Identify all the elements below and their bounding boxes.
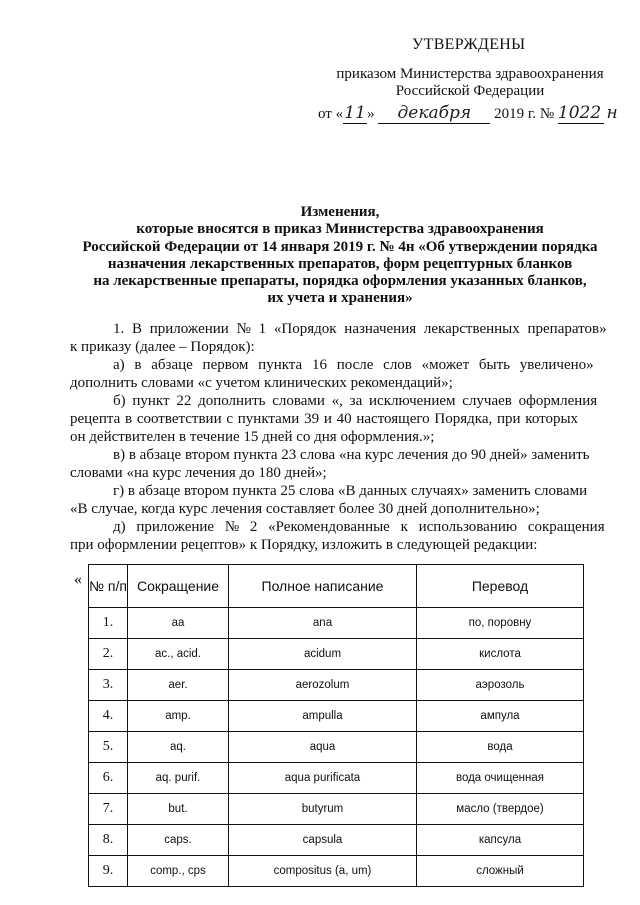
- table-row: [89, 825, 584, 856]
- row-abbreviation: aq.: [128, 732, 229, 763]
- date-prefix: от «: [318, 106, 344, 122]
- handwritten-day: 11: [344, 103, 366, 123]
- row-number: 7.: [89, 794, 128, 825]
- row-full-form: capsula: [229, 825, 417, 856]
- row-full-form: aqua purificata: [229, 763, 417, 794]
- row-number: 6.: [89, 763, 128, 794]
- abbreviations-table: [88, 564, 584, 887]
- row-abbreviation: ac., acid.: [128, 639, 229, 670]
- row-number: 3.: [89, 670, 128, 701]
- row-number: 9.: [89, 856, 128, 887]
- paragraph-line: г) в абзаце втором пункта 25 слова «В данных случаях» заменить словами: [113, 483, 588, 499]
- table-row: [89, 794, 584, 825]
- row-translation: сложный: [417, 856, 584, 887]
- row-abbreviation: aer.: [128, 670, 229, 701]
- header-translation: Перевод: [417, 565, 584, 608]
- paragraph-line: б) пункт 22 дополнить словами «, за исключением случаев оформления: [113, 393, 598, 409]
- row-translation: капсула: [417, 825, 584, 856]
- row-number: 5.: [89, 732, 128, 763]
- paragraph-a: [70, 356, 604, 392]
- document-heading: [60, 204, 620, 308]
- header-number: № п/п: [89, 565, 128, 608]
- row-number: 1.: [89, 608, 128, 639]
- row-translation: по, поровну: [417, 608, 584, 639]
- approval-country-line: Российской Федерации: [395, 83, 545, 99]
- header-abbreviation: Сокращение: [128, 565, 229, 608]
- paragraph-line: а) в абзаце первом пункта 16 после слов «может быть увеличено»: [113, 357, 594, 373]
- row-full-form: aqua: [229, 732, 417, 763]
- heading-line: их учета и хранения»: [267, 290, 413, 307]
- table-row: [89, 701, 584, 732]
- heading-line: Изменения,: [300, 204, 380, 220]
- row-abbreviation: caps.: [128, 825, 229, 856]
- row-number: 4.: [89, 701, 128, 732]
- table-row: [89, 608, 584, 639]
- table-row: [89, 856, 584, 887]
- row-translation: ампула: [417, 701, 584, 732]
- date-year: 2019 г. №: [494, 106, 555, 122]
- row-abbreviation: comp., cps: [128, 856, 229, 887]
- heading-line: которые вносятся в приказ Министерства здравоохранения: [136, 221, 544, 238]
- table-row: [89, 639, 584, 670]
- paragraph-v: [70, 446, 604, 482]
- row-abbreviation: aq. purif.: [128, 763, 229, 794]
- table-open-quote: «: [74, 571, 82, 588]
- approval-title: УТВЕРЖДЕНЫ: [412, 36, 526, 53]
- row-number: 8.: [89, 825, 128, 856]
- row-abbreviation: but.: [128, 794, 229, 825]
- paragraph-line: «В случае, когда курс лечения составляет более 30 дней дополнительно»;: [70, 501, 540, 517]
- heading-line: назначения лекарственных препаратов, форм рецептурных бланков: [107, 255, 573, 272]
- row-abbreviation: aa: [128, 608, 229, 639]
- paragraph-line: к приказу (далее – Порядок):: [70, 339, 255, 355]
- row-full-form: acidum: [229, 639, 417, 670]
- paragraph-line: рецепта в соответствии с пунктами 39 и 40 настоящего Порядка, при которых: [70, 411, 579, 427]
- paragraph-line: дополнить словами «с учетом клинических рекомендаций»;: [70, 375, 453, 391]
- paragraph-line: в) в абзаце втором пункта 23 слова «на курс лечения до 90 дней» заменить: [113, 447, 590, 463]
- paragraph-b: [70, 392, 604, 446]
- table-row: [89, 670, 584, 701]
- row-full-form: aerozolum: [229, 670, 417, 701]
- amendments-body: [70, 320, 607, 554]
- header-full-form: Полное написание: [229, 565, 417, 608]
- row-translation: вода очищенная: [417, 763, 584, 794]
- approval-date-line: [318, 103, 618, 124]
- row-full-form: ana: [229, 608, 417, 639]
- paragraph-line: при оформлении рецептов» к Порядку, изложить в следующей редакции:: [70, 537, 538, 553]
- approval-order-line: приказом Министерства здравоохранения: [336, 66, 604, 82]
- table-row: [89, 732, 584, 763]
- row-full-form: butyrum: [229, 794, 417, 825]
- table-header-row: [89, 565, 584, 608]
- paragraph-line: он действителен в течение 15 дней со дня оформления.»;: [70, 429, 435, 445]
- row-translation: вода: [417, 732, 584, 763]
- row-full-form: compositus (a, um): [229, 856, 417, 887]
- heading-line: на лекарственные препараты, порядка оформления указанных бланков,: [93, 273, 587, 290]
- row-full-form: ampulla: [229, 701, 417, 732]
- paragraph-1: [70, 320, 607, 356]
- handwritten-month: декабря: [378, 103, 490, 124]
- row-translation: кислота: [417, 639, 584, 670]
- table-row: [89, 763, 584, 794]
- row-number: 2.: [89, 639, 128, 670]
- row-translation: масло (твердое): [417, 794, 584, 825]
- paragraph-g: [70, 482, 604, 518]
- paragraph-line: 1. В приложении № 1 «Порядок назначения лекарственных препаратов»: [113, 321, 607, 337]
- paragraph-d: [70, 518, 604, 554]
- handwritten-order-number: 1022 н: [557, 103, 618, 123]
- heading-line: Российской Федерации от 14 января 2019 г. № 4н «Об утверждении порядка: [82, 238, 598, 255]
- row-abbreviation: amp.: [128, 701, 229, 732]
- date-mid: »: [367, 106, 375, 122]
- paragraph-line: словами «на курс лечения до 180 дней»;: [70, 465, 327, 481]
- paragraph-line: д) приложение № 2 «Рекомендованные к использованию сокращения: [113, 519, 605, 535]
- row-translation: аэрозоль: [417, 670, 584, 701]
